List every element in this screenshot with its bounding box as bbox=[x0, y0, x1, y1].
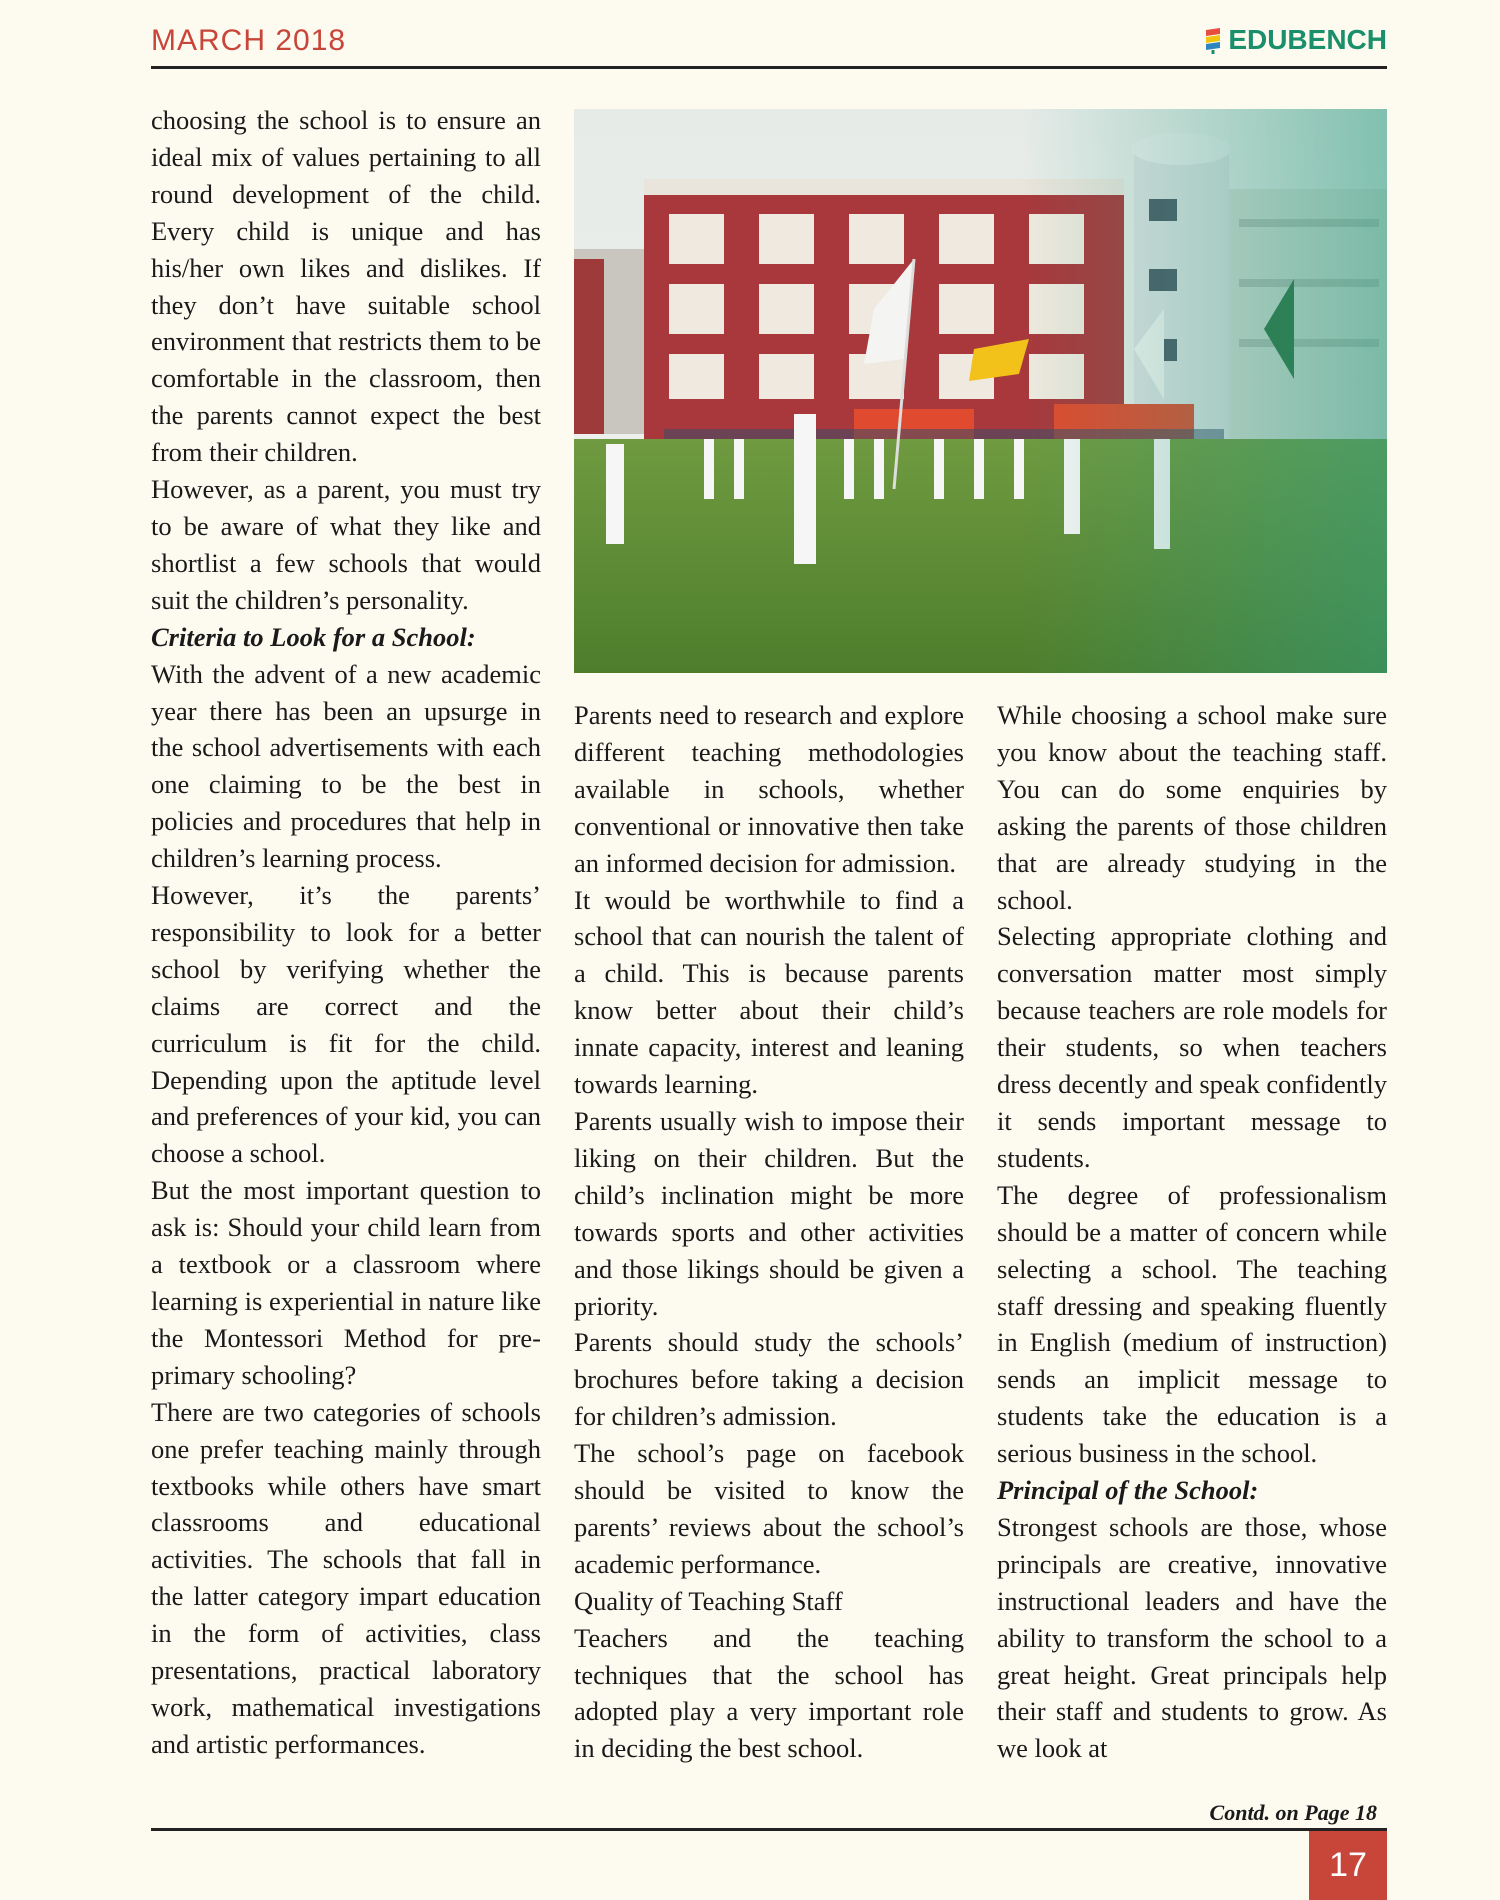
paragraph: Selecting appropriate clothing and conversation matter most simply because teachers are role models for their students, so when teachers dress decently and speak confidently it sends important message to students. bbox=[997, 921, 1388, 1173]
paragraph: With the advent of a new academic year there has been an upsurge in the school advertisements with each one claiming to be the best in policies and procedures that help in children’s learning process. bbox=[151, 658, 541, 874]
brand-logo bbox=[1204, 24, 1387, 56]
section-heading: Criteria to Look for a School: bbox=[151, 621, 476, 652]
paragraph: choosing the school is to ensure an ideal mix of values pertaining to all round development of the child. Every child is unique and has his/her own likes and dislikes. If they don’t have suitable school environment that restricts them to be comfortable in the classroom, then the parents cannot expect the best from their children. bbox=[151, 105, 541, 468]
paragraph: The school’s page on facebook should be visited to know the parents’ reviews about the school’s academic performance. bbox=[574, 1438, 964, 1579]
paragraph: Parents need to research and explore different teaching methodologies available in schools, whether conventional or innovative then take an informed decision for admission. bbox=[574, 700, 964, 878]
paragraph: Teachers and the teaching techniques that the school has adopted play a very important role in deciding the best school. bbox=[574, 1622, 964, 1764]
book-stack-icon bbox=[1204, 26, 1222, 54]
paragraph: While choosing a school make sure you know about the teaching staff. You can do some enquiries by asking the parents of those children that are already studying in the school. bbox=[997, 700, 1387, 915]
column-3 bbox=[997, 697, 1387, 1767]
continued-note: Contd. on Page 18 bbox=[1209, 1800, 1377, 1825]
paragraph: It would be worthwhile to find a school that can nourish the talent of a child. This is because parents know better about their child’s innate capacity, interest and leaning towards learning. bbox=[574, 884, 964, 1100]
paragraph: However, as a parent, you must try to be aware of what they like and shortlist a few schools that would suit the children’s personality. bbox=[151, 474, 541, 615]
brand-name: EDUBENCH bbox=[1228, 24, 1387, 55]
section-heading: Principal of the School: bbox=[997, 1475, 1259, 1506]
school-campus-image bbox=[574, 109, 1387, 673]
paragraph: Parents should study the schools’ brochures before taking a decision for children’s admission. bbox=[574, 1327, 964, 1432]
issue-date: MARCH 2018 bbox=[151, 24, 347, 57]
paragraph: The degree of professionalism should be a matter of concern while selecting a school. The teaching staff dressing and speaking fluently in English (medium of instruction) sends an implicit message to students take the education is a serious business in the school. bbox=[997, 1179, 1387, 1469]
paragraph: Quality of Teaching Staff bbox=[574, 1585, 843, 1616]
header-rule bbox=[151, 66, 1387, 69]
footer-rule bbox=[151, 1828, 1387, 1831]
school-photo bbox=[574, 109, 1387, 673]
column-2 bbox=[574, 697, 964, 1767]
paragraph: There are two categories of schools one prefer teaching mainly through textbooks while others have smart classrooms and educational activities. The schools that fall in the latter category impart education in the form of activities, class presentations, practical laboratory work, mathematical investigations and artistic performances. bbox=[151, 1396, 541, 1759]
paragraph: Parents usually wish to impose their liking on their children. But the child’s inclination might be more towards sports and other activities and those likings should be given a priority. bbox=[574, 1105, 964, 1321]
paragraph: But the most important question to ask is: Should your child learn from a textbook or a classroom where learning is experiential in nature like the Montessori Method for pre-primary schooling? bbox=[151, 1175, 541, 1390]
paragraph: Strongest schools are those, whose principals are creative, innovative instructional leaders and have the ability to transform the school to a great height. Great principals help their staff and students to grow. As we look at bbox=[997, 1511, 1387, 1764]
page-number: 17 bbox=[1309, 1831, 1387, 1900]
paragraph: However, it’s the parents’ responsibility to look for a better school by verifying whether the claims are correct and the curriculum is fit for the child. Depending upon the aptitude level and preferences of your kid, you can choose a school. bbox=[151, 880, 541, 1169]
column-1 bbox=[151, 102, 541, 1763]
